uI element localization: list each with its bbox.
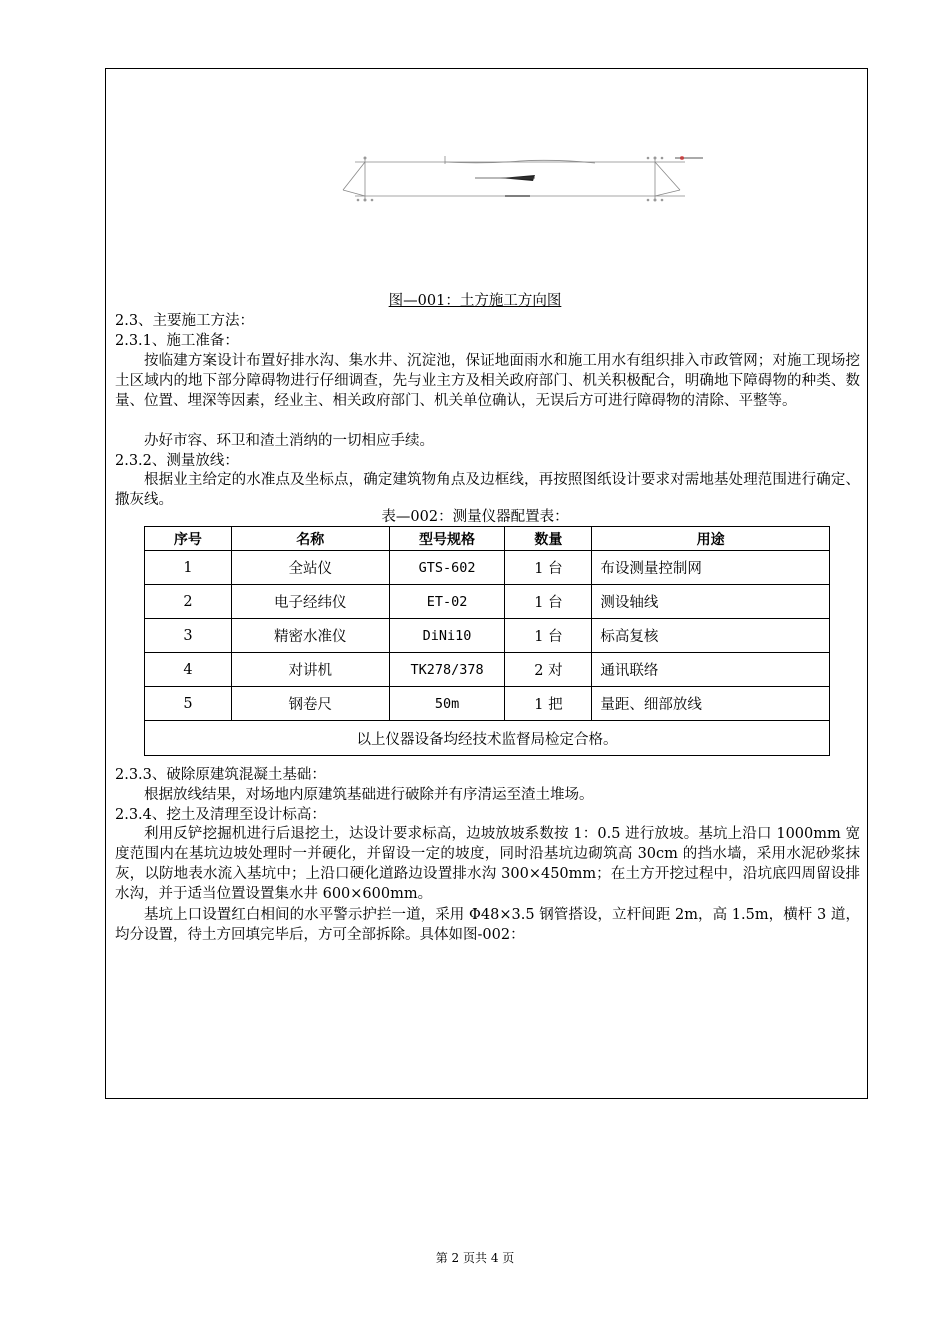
section-2-3-3-heading: 2.3.3、破除原建筑混凝土基础： [115, 767, 326, 783]
header-no: 序号 [145, 527, 232, 551]
cell-use: 布设测量控制网 [592, 551, 830, 585]
cell-model: 50m [389, 687, 505, 721]
cell-use: 标高复核 [592, 619, 830, 653]
table-row [145, 619, 830, 653]
cell-no: 4 [145, 653, 232, 687]
table-row [145, 585, 830, 619]
page-footer: 第 2 页共 4 页 [435, 1251, 515, 1265]
section-2-3-1-paragraph-1: 按临建方案设计布置好排水沟、集水井、沉淀池，保证地面雨水和施工用水有组织排入市政管网；对施工现场挖土区域内的地下部分障碍物进行仔细调查，先与业主方及相关政府部门、机关积极配合，明确地下障碍物的种类、数量、位置、埋深等因素，经业主、相关政府部门、机关单位确认，无误后方可进行障碍物的清除、平整等。 [115, 353, 860, 409]
cell-qty: 2 对 [505, 653, 592, 687]
table-row [145, 653, 830, 687]
table-note-row [145, 721, 830, 756]
cell-qty: 1 把 [505, 687, 592, 721]
cell-use: 测设轴线 [592, 585, 830, 619]
section-2-3-4-paragraph-2: 基坑上口设置红白相间的水平警示护拦一道，采用 Φ48×3.5 钢管搭设，立杆间距 2m，高 1.5m，横杆 3 道，均分设置，待土方回填完毕后，方可全部拆除。具体如图-002： [115, 907, 860, 943]
header-qty: 数量 [505, 527, 592, 551]
cell-no: 1 [145, 551, 232, 585]
table-row [145, 687, 830, 721]
table-caption: 表—002：测量仪器配置表： [381, 509, 569, 525]
cell-no: 3 [145, 619, 232, 653]
section-2-3-1-heading: 2.3.1、施工准备： [115, 333, 239, 349]
cell-name: 全站仪 [231, 551, 389, 585]
cell-model: GTS-602 [389, 551, 505, 585]
cell-no: 2 [145, 585, 232, 619]
table-note: 以上仪器设备均经技术监督局检定合格。 [145, 721, 830, 756]
cell-model: DiNi10 [389, 619, 505, 653]
header-model: 型号规格 [389, 527, 505, 551]
header-use: 用途 [592, 527, 830, 551]
section-2-3-heading: 2.3、主要施工方法： [115, 313, 255, 329]
earthwork-direction-figure [335, 150, 705, 206]
instrument-table [144, 526, 830, 756]
cell-name: 对讲机 [231, 653, 389, 687]
cell-use: 通讯联络 [592, 653, 830, 687]
header-name: 名称 [231, 527, 389, 551]
cell-use: 量距、细部放线 [592, 687, 830, 721]
cell-qty: 1 台 [505, 551, 592, 585]
cell-name: 精密水准仪 [231, 619, 389, 653]
section-2-3-4-paragraph-1: 利用反铲挖掘机进行后退挖土，达设计要求标高，边坡放坡系数按 1：0.5 进行放坡。基坑上沿口 1000mm 宽度范围内在基坑边坡处理时一并硬化，并留设一定的坡度，同时沿基坑边砌筑高 30cm 的挡水墙，采用水泥砂浆抹灰，以防地表水流入基坑中；上沿口硬化道路边设置排水沟 300×450mm；在土方开挖过程中，沿坑底四周留设排水沟，并于适当位置设置集水井 600×600mm。 [115, 826, 860, 902]
cell-name: 电子经纬仪 [231, 585, 389, 619]
section-2-3-4-heading: 2.3.4、挖土及清理至设计标高： [115, 807, 326, 823]
section-2-3-2-paragraph: 根据业主给定的水准点及坐标点，确定建筑物角点及边框线，再按照图纸设计要求对需地基处理范围进行确定、撒灰线。 [115, 472, 860, 508]
cell-model: TK278/378 [389, 653, 505, 687]
cell-qty: 1 台 [505, 619, 592, 653]
section-2-3-2-heading: 2.3.2、测量放线： [115, 453, 239, 469]
table-header-row [145, 527, 830, 551]
table-row [145, 551, 830, 585]
section-2-3-1-paragraph-2: 办好市容、环卫和渣土消纳的一切相应手续。 [144, 433, 434, 449]
cell-model: ET-02 [389, 585, 505, 619]
cell-qty: 1 台 [505, 585, 592, 619]
figure-caption: 图—001：土方施工方向图 [388, 293, 562, 309]
section-2-3-3-paragraph: 根据放线结果，对场地内原建筑基础进行破除并有序清运至渣土堆场。 [144, 787, 594, 803]
cell-no: 5 [145, 687, 232, 721]
cell-name: 钢卷尺 [231, 687, 389, 721]
